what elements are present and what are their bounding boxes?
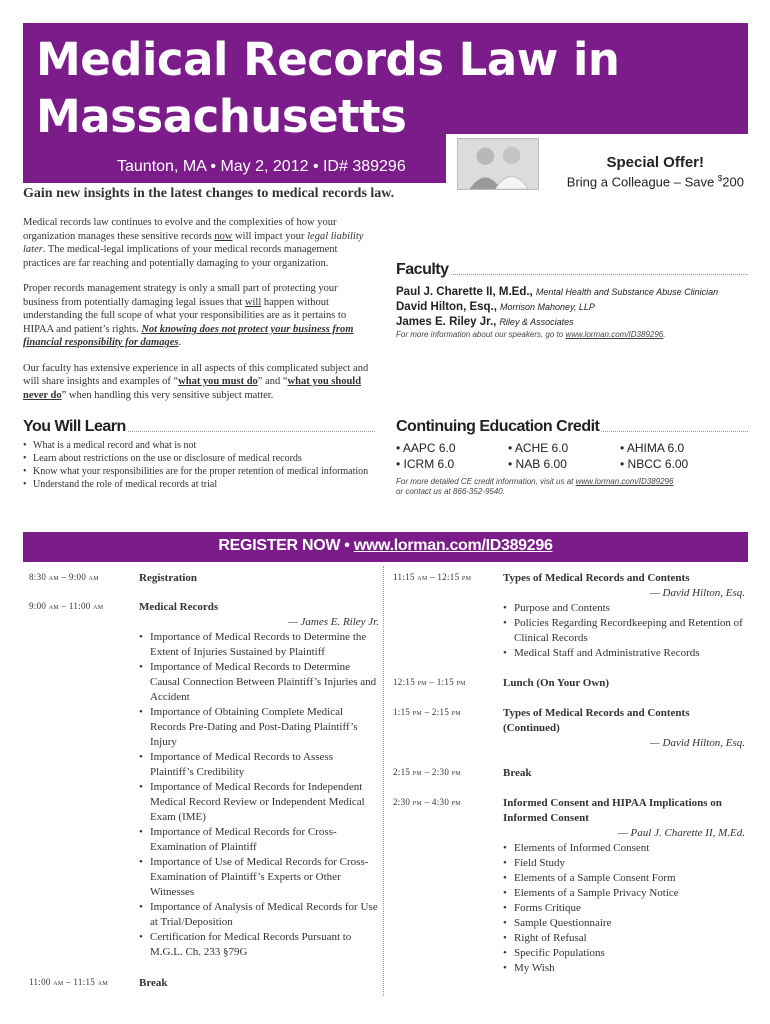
faculty-note: For more information about our speakers, go to www.lorman.com/ID389296. (396, 330, 666, 339)
intro-paragraph: Our faculty has extensive experience in all aspects of this complicated subject and will share insights and examples of “what you must do” and “what you should never do” when handling this very sensitive subject matter. (23, 362, 369, 401)
list-item: • Elements of a Sample Consent Form (503, 871, 745, 886)
list-item: • What is a medical record and what is not (23, 439, 375, 452)
list-item: • Elements of Informed Consent (503, 841, 745, 856)
list-item: • Understand the role of medical records at trial (23, 478, 375, 491)
session-title: Types of Medical Records and Contents (Continued) (503, 707, 690, 734)
session-title: Lunch (On Your Own) (503, 677, 610, 689)
session-time: 8:30 am – 9:00 am (29, 572, 99, 582)
list-item: • Certification for Medical Records Pursuant to M.G.L. Ch. 233 §79G (139, 930, 379, 960)
intro-paragraph: Medical records law continues to evolve and the complexities of how your organization manages these sensitive records now will impact your legal liability later. The medical-legal implications of your medical records management practices are far reaching and potentially damaging to your organization. (23, 217, 364, 269)
list-item: • Importance of Medical Records for Cross-Examination of Plaintiff (139, 825, 379, 855)
offer-title: Special Offer! (606, 154, 704, 171)
session-time: 12:15 pm – 1:15 pm (393, 677, 466, 687)
list-item: • Elements of a Sample Privacy Notice (503, 886, 745, 901)
list-item: • Field Study (503, 856, 745, 871)
list-item: • Importance of Medical Records to Determine the Extent of Injuries Sustained by Plaintiff (139, 630, 379, 660)
session-title: Break (139, 977, 168, 989)
ce-credit: • AHIMA 6.0 (620, 441, 685, 455)
ce-credit: • ACHE 6.0 (508, 441, 569, 455)
list-item: • Importance of Use of Medical Records for Cross-Examination of Plaintiff’s Experts or Other Witnesses (139, 855, 379, 900)
list-item: • Purpose and Contents (503, 601, 745, 616)
colleagues-photo (457, 138, 539, 190)
register-link[interactable]: REGISTER NOW • www.lorman.com/ID389296 (218, 537, 553, 554)
list-item: • Importance of Analysis of Medical Records for Use at Trial/Deposition (139, 900, 379, 930)
register-banner (23, 532, 748, 562)
intro-paragraph: Proper records management strategy is only a small part of protecting your business from potentially damaging legal issues that will happen without understanding the full scope of what your responsibilities are as it pertains to HIPAA and patient’s rights. Not knowing does not protect your business from financial responsibility for damages. (23, 283, 354, 348)
session-title: Break (503, 767, 532, 779)
session-time: 11:15 am – 12:15 pm (393, 572, 472, 582)
ce-credit: • ICRM 6.0 (396, 457, 455, 471)
list-item: • Medical Staff and Administrative Records (503, 646, 745, 661)
list-item: • Specific Populations (503, 946, 745, 961)
list-item: • Learn about restrictions on the use or disclosure of medical records (23, 452, 375, 465)
session-speaker: — James E. Riley Jr. (287, 616, 379, 628)
session-speaker: — David Hilton, Esq. (649, 587, 745, 599)
session-time: 2:30 pm – 4:30 pm (393, 797, 461, 807)
session-title: Registration (139, 572, 198, 584)
event-details: Taunton, MA • May 2, 2012 • ID# 389296 (117, 158, 406, 175)
faculty-section (396, 261, 748, 339)
session-time: 2:15 pm – 2:30 pm (393, 767, 461, 777)
ce-credit: • NAB 6.00 (508, 457, 567, 471)
ce-section (396, 418, 748, 497)
special-offer-box (446, 134, 748, 196)
list-item: • Right of Refusal (503, 931, 745, 946)
list-item: • Importance of Medical Records to Assess Plaintiff’s Credibility (139, 750, 379, 780)
faculty-heading: Faculty (396, 261, 748, 279)
session-title: Medical Records (139, 601, 219, 613)
session-time: 11:00 am – 11:15 am (29, 977, 108, 987)
tagline: Gain new insights in the latest changes to medical records law. (23, 186, 395, 201)
list-item: • Forms Critique (503, 901, 745, 916)
faculty-member: David Hilton, Esq., Morrison Mahoney, LLP (396, 301, 595, 313)
ce-credit: • AAPC 6.0 (396, 441, 456, 455)
ce-link[interactable]: www.lorman.com/ID389296 (575, 477, 674, 486)
ce-note: For more detailed CE credit information, visit us at www.lorman.com/ID389296 or contact us at 866-352-9540. (396, 477, 674, 496)
offer-description: Bring a Colleague – Save $200 (566, 174, 744, 190)
learn-heading: You Will Learn (23, 418, 375, 436)
session-time: 9:00 am – 11:00 am (29, 601, 104, 611)
column-divider (383, 566, 384, 996)
list-item: • My Wish (503, 961, 745, 976)
session-time: 1:15 pm – 2:15 pm (393, 707, 461, 717)
session-speaker: — Paul J. Charette II, M.Ed. (618, 827, 745, 839)
ce-credit: • NBCC 6.00 (620, 457, 689, 471)
list-item: • Know what your responsibilities are for the proper retention of medical information (23, 465, 375, 478)
session-title: Types of Medical Records and Contents (503, 572, 690, 584)
learn-section (23, 418, 375, 491)
session-title: Informed Consent and HIPAA Implications on Informed Consent (503, 797, 722, 824)
page-title: Medical Records Law in Massachusetts (36, 33, 620, 143)
list-item: • Importance of Obtaining Complete Medical Records Pre-Dating and Post-Dating Plaintiff’s Injury (139, 705, 379, 750)
list-item: • Policies Regarding Recordkeeping and Retention of Clinical Records (503, 616, 745, 646)
faculty-member: James E. Riley Jr., Riley & Associates (396, 316, 574, 328)
ce-heading: Continuing Education Credit (396, 418, 748, 436)
intro-text (23, 216, 373, 410)
faculty-member: Paul J. Charette II, M.Ed., Mental Health and Substance Abuse Clinician (396, 286, 719, 298)
list-item: • Importance of Medical Records for Independent Medical Record Review or Independent Medical Exam (IME) (139, 780, 379, 825)
faculty-link[interactable]: www.lorman.com/ID389296 (565, 330, 664, 339)
session-speaker: — David Hilton, Esq. (649, 737, 745, 749)
list-item: • Sample Questionnaire (503, 916, 745, 931)
list-item: • Importance of Medical Records to Determine Causal Connection Between Plaintiff’s Injuries and Accident (139, 660, 379, 705)
